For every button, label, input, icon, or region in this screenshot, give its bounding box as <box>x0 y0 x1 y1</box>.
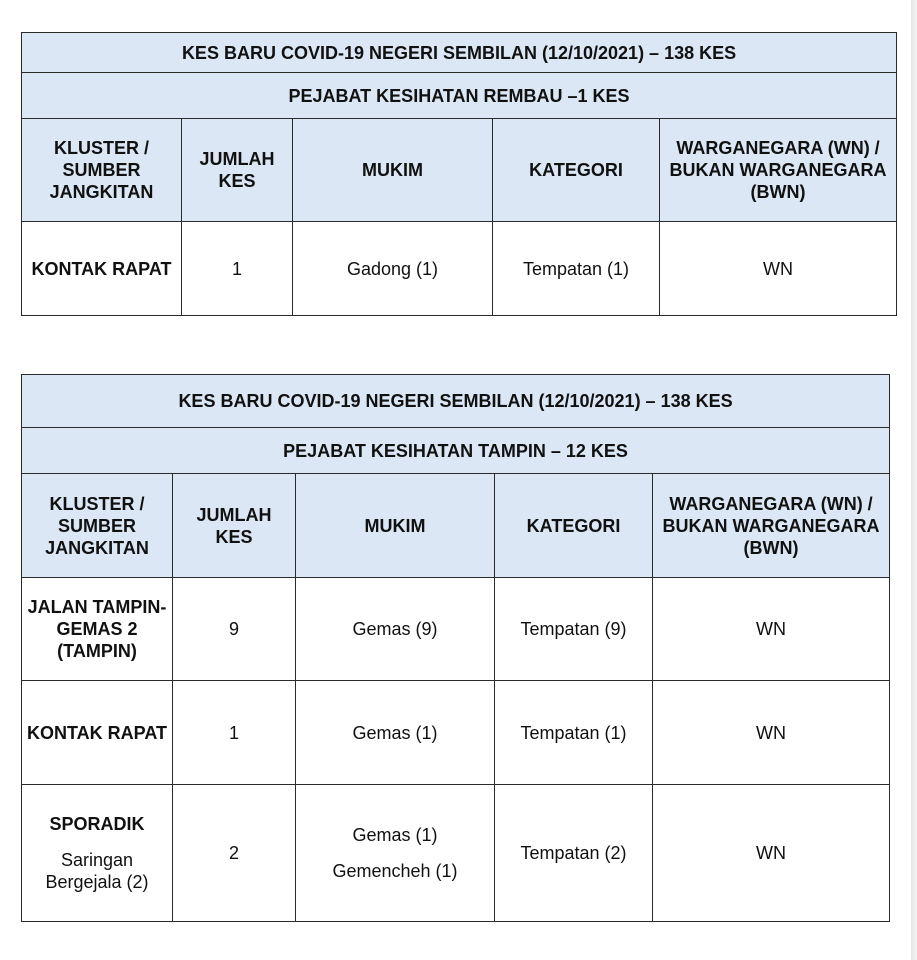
page-edge-shadow <box>911 0 917 960</box>
col-header-kluster: KLUSTER / SUMBER JANGKITAN <box>22 119 182 222</box>
cell-mukim <box>296 785 495 922</box>
rembau-cases-table <box>21 32 897 316</box>
cell-kluster: KONTAK RAPAT <box>22 222 182 316</box>
mukim-line: Gemencheh (1) <box>332 861 458 881</box>
cell-mukim: Gadong (1) <box>293 222 493 316</box>
col-header-mukim: MUKIM <box>296 474 495 578</box>
col-header-jumlah: JUMLAH KES <box>173 474 296 578</box>
cell-kategori: Tempatan (1) <box>493 222 660 316</box>
col-header-jumlah: JUMLAH KES <box>182 119 293 222</box>
cell-mukim: Gemas (9) <box>296 578 495 681</box>
cluster-subnote: Saringan Bergejala (2) <box>45 850 149 892</box>
cell-kategori: Tempatan (1) <box>495 681 653 785</box>
cell-jumlah: 1 <box>173 681 296 785</box>
cell-wn: WN <box>653 578 890 681</box>
cell-mukim: Gemas (1) <box>296 681 495 785</box>
cell-kluster: KONTAK RAPAT <box>22 681 173 785</box>
table-row <box>22 681 890 785</box>
col-header-mukim: MUKIM <box>293 119 493 222</box>
cell-kategori: Tempatan (9) <box>495 578 653 681</box>
cell-wn: WN <box>653 681 890 785</box>
col-header-kluster: KLUSTER / SUMBER JANGKITAN <box>22 474 173 578</box>
table-title: KES BARU COVID-19 NEGERI SEMBILAN (12/10/2021) – 138 KES <box>22 33 897 73</box>
cell-wn: WN <box>653 785 890 922</box>
cluster-name: SPORADIK <box>49 814 145 834</box>
cell-jumlah: 1 <box>182 222 293 316</box>
col-header-kategori: KATEGORI <box>495 474 653 578</box>
cell-kluster: JALAN TAMPIN-GEMAS 2 (TAMPIN) <box>22 578 173 681</box>
mukim-line: Gemas (1) <box>352 825 438 845</box>
cell-kluster <box>22 785 173 922</box>
col-header-warganegara: WARGANEGARA (WN) / BUKAN WARGANEGARA (BWN) <box>653 474 890 578</box>
cell-jumlah: 2 <box>173 785 296 922</box>
col-header-kategori: KATEGORI <box>493 119 660 222</box>
tampin-cases-table <box>21 374 890 922</box>
table-row <box>22 222 897 316</box>
cell-wn: WN <box>660 222 897 316</box>
table-title: KES BARU COVID-19 NEGERI SEMBILAN (12/10/2021) – 138 KES <box>22 375 890 428</box>
cell-jumlah: 9 <box>173 578 296 681</box>
table-subtitle: PEJABAT KESIHATAN TAMPIN – 12 KES <box>22 428 890 474</box>
col-header-warganegara: WARGANEGARA (WN) / BUKAN WARGANEGARA (BWN) <box>660 119 897 222</box>
table-row <box>22 578 890 681</box>
table-row <box>22 785 890 922</box>
cell-kategori: Tempatan (2) <box>495 785 653 922</box>
table-subtitle: PEJABAT KESIHATAN REMBAU –1 KES <box>22 73 897 119</box>
